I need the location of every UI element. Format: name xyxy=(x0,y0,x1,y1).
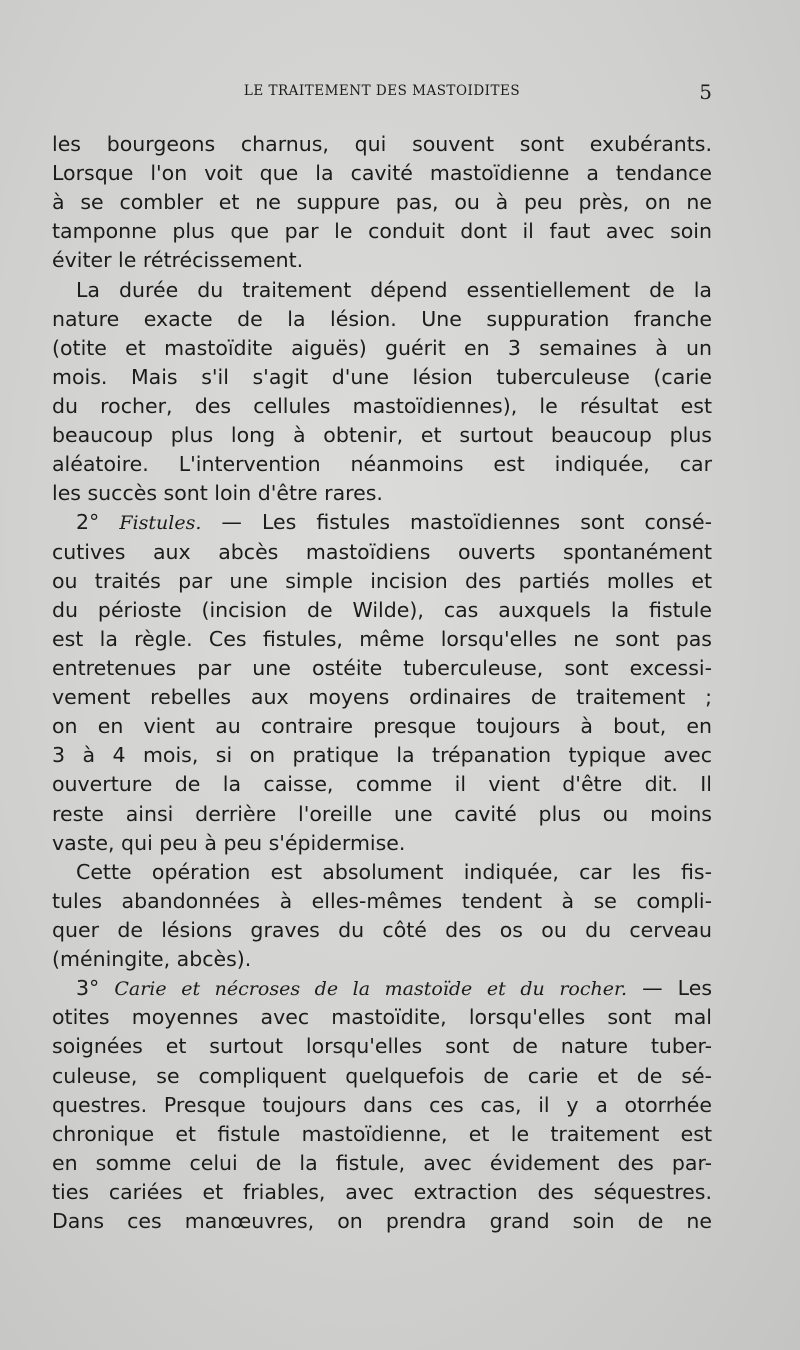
page-number: 5 xyxy=(699,80,712,104)
section-number: 3° xyxy=(76,976,115,1001)
section-title: Carie et nécroses de la mastoïde et du rocher. xyxy=(114,978,628,1001)
text-line: quer de lésions graves du côté des os ou du cerveau xyxy=(52,917,712,942)
section-heading-line xyxy=(52,974,712,1003)
text-line: chronique et fistule mastoïdienne, et le traitement est xyxy=(52,1121,712,1146)
text-line: cutives aux abcès mastoïdiens ouverts spontanément xyxy=(52,539,712,564)
section-title: Fistules. xyxy=(119,512,202,535)
text-line: 3 à 4 mois, si on pratique la trépanation typique avec xyxy=(52,743,712,768)
section-text: — Les fistules mastoïdiennes sont consé- xyxy=(201,510,712,535)
text-line: La durée du traitement dépend essentiellement de la xyxy=(76,277,712,302)
text-line: mois. Mais s'il s'agit d'une lésion tuberculeuse (carie xyxy=(52,364,712,389)
body-text xyxy=(52,130,712,1236)
text-line: on en vient au contraire presque toujours à bout, en xyxy=(52,714,712,739)
text-line: les succès sont loin d'être rares. xyxy=(52,481,383,506)
text-line: les bourgeons charnus, qui souvent sont exubérants. xyxy=(52,132,712,156)
text-line: Lorsque l'on voit que la cavité mastoïdienne a tendance xyxy=(52,161,712,186)
text-line: ou traités par une simple incision des partiés molles et xyxy=(52,568,712,593)
text-line: du rocher, des cellules mastoïdiennes), le résultat est xyxy=(52,393,712,418)
text-line: beaucoup plus long à obtenir, et surtout beaucoup plus xyxy=(52,423,712,448)
text-line: à se combler et ne suppure pas, ou à peu près, on ne xyxy=(52,190,712,215)
text-line: culeuse, se compliquent quelquefois de carie et de sé- xyxy=(52,1063,712,1088)
text-line: vaste, qui peu à peu s'épidermise. xyxy=(52,830,406,855)
text-line: tamponne plus que par le conduit dont il faut avec soin xyxy=(52,219,712,244)
text-line: Dans ces manœuvres, on prendra grand soin de ne xyxy=(52,1209,712,1234)
text-line: aléatoire. L'intervention néanmoins est indiquée, car xyxy=(52,452,712,477)
text-line: otites moyennes avec mastoïdite, lorsqu'elles sont mal xyxy=(52,1005,712,1030)
section-text: — Les xyxy=(627,976,712,1001)
running-title: LE TRAITEMENT DES MASTOIDITES xyxy=(243,83,521,99)
section-number: 2° xyxy=(76,510,120,535)
text-line: ouverture de la caisse, comme il vient d'être dit. Il xyxy=(52,772,712,797)
text-line: en somme celui de la fistule, avec évidement des par- xyxy=(52,1150,712,1175)
text-line: vement rebelles aux moyens ordinaires de traitement ; xyxy=(52,685,712,710)
text-line: (otite et mastoïdite aiguës) guérit en 3 semaines à un xyxy=(52,335,712,360)
text-line: est la règle. Ces fistules, même lorsqu'elles ne sont pas xyxy=(52,626,712,651)
text-line: entretenues par une ostéite tuberculeuse, sont excessi- xyxy=(52,655,712,680)
text-line: reste ainsi derrière l'oreille une cavité plus ou moins xyxy=(52,801,712,826)
section-heading-line xyxy=(52,508,712,537)
text-line: éviter le rétrécissement. xyxy=(52,248,304,273)
text-line: nature exacte de la lésion. Une suppuration franche xyxy=(52,306,712,331)
text-line: soignées et surtout lorsqu'elles sont de nature tuber- xyxy=(52,1034,712,1059)
running-header xyxy=(52,80,712,106)
text-line: du périoste (incision de Wilde), cas auxquels la fistule xyxy=(52,597,712,622)
text-line: questres. Presque toujours dans ces cas, il y a otorrhée xyxy=(52,1092,712,1117)
text-line: tules abandonnées à elles-mêmes tendent à se compli- xyxy=(52,888,712,913)
text-line: ties cariées et friables, avec extraction des séquestres. xyxy=(52,1179,712,1204)
text-line: (méningite, abcès). xyxy=(52,947,252,972)
text-line: Cette opération est absolument indiquée, car les fis- xyxy=(76,859,712,884)
